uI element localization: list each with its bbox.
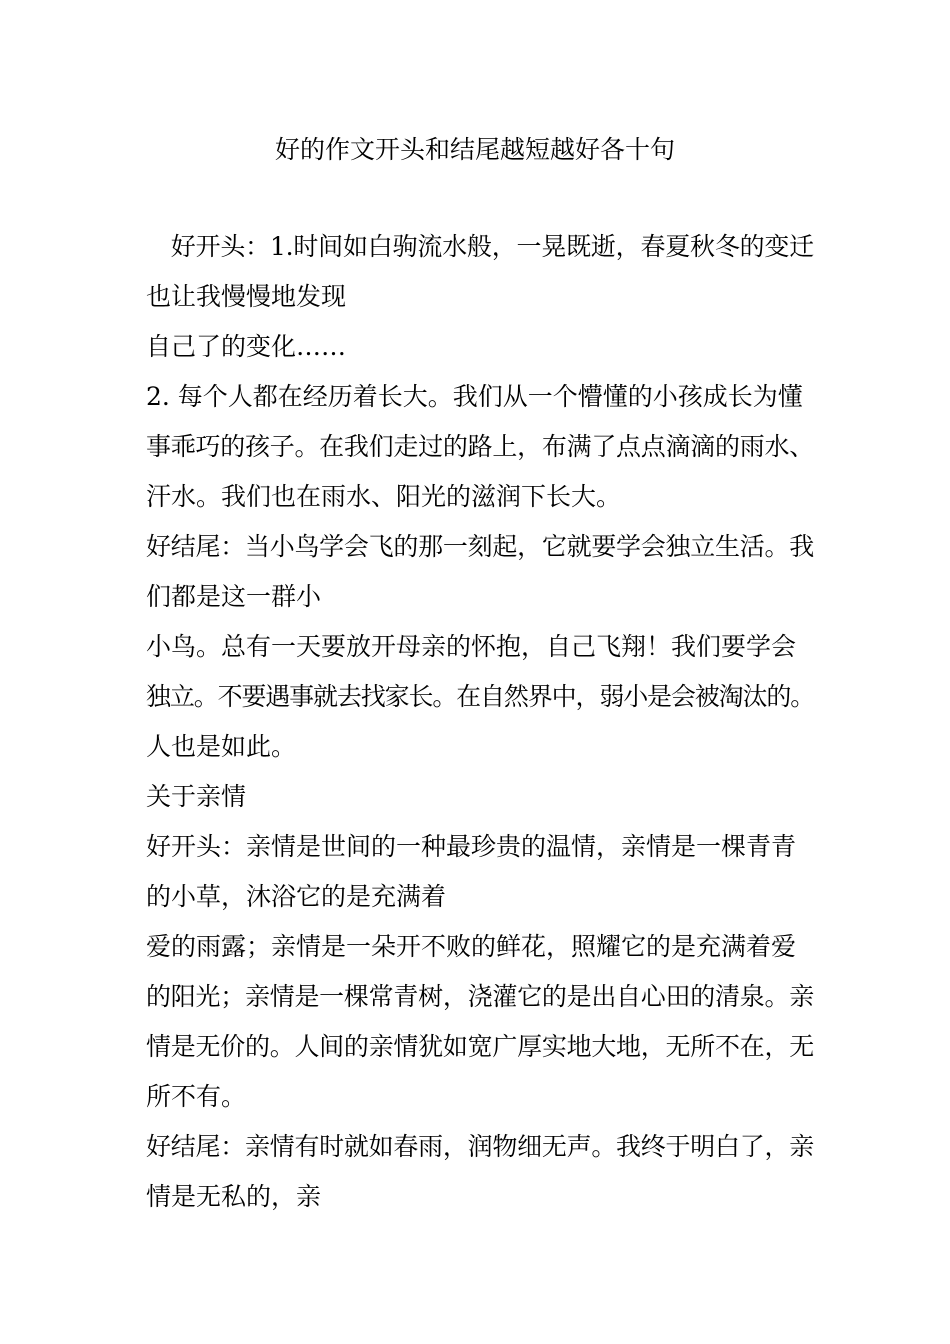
text-line: 也让我慢慢地发现 — [146, 282, 347, 311]
text-line: 自己了的变化…… — [146, 332, 347, 361]
text-line: 情是无价的。人间的亲情犹如宽广厚实地大地，无所不在，无 — [146, 1032, 814, 1061]
text-line: 的小草，沐浴它的是充满着 — [146, 882, 447, 911]
text-line: 所不有。 — [146, 1082, 247, 1111]
text-line: 好开头：1.时间如白驹流水般，一晃既逝，春夏秋冬的变迁 — [146, 232, 814, 261]
text-line: 情是无私的，亲 — [146, 1182, 322, 1211]
text-line: 们都是这一群小 — [146, 582, 322, 611]
text-line: 好开头：亲情是世间的一种最珍贵的温情，亲情是一棵青青 — [146, 832, 797, 861]
text-line: 好结尾：亲情有时就如春雨，润物细无声。我终于明白了，亲 — [146, 1132, 814, 1161]
text-line: 事乖巧的孩子。在我们走过的路上，布满了点点滴滴的雨水、 — [146, 432, 814, 461]
text-line: 独立。不要遇事就去找家长。在自然界中，弱小是会被淘汰的。 — [146, 682, 815, 711]
text-line: 好结尾：当小鸟学会飞的那一刻起，它就要学会独立生活。我 — [146, 532, 814, 561]
section-heading: 关于亲情 — [146, 782, 247, 811]
document-body — [146, 232, 814, 1232]
text-line: 爱的雨露；亲情是一朵开不败的鲜花，照耀它的是充满着爱 — [146, 932, 797, 961]
text-line: 汗水。我们也在雨水、阳光的滋润下长大。 — [146, 482, 622, 511]
text-line: 小鸟。总有一天要放开母亲的怀抱，自己飞翔！我们要学会 — [146, 632, 797, 661]
text-line: 人也是如此。 — [146, 732, 297, 761]
text-line: 2. 每个人都在经历着长大。我们从一个懵懂的小孩成长为懂 — [146, 382, 803, 411]
document-title: 好的作文开头和结尾越短越好各十句 — [274, 135, 675, 164]
text-line: 的阳光；亲情是一棵常青树，浇灌它的是出自心田的清泉。亲 — [146, 982, 814, 1011]
